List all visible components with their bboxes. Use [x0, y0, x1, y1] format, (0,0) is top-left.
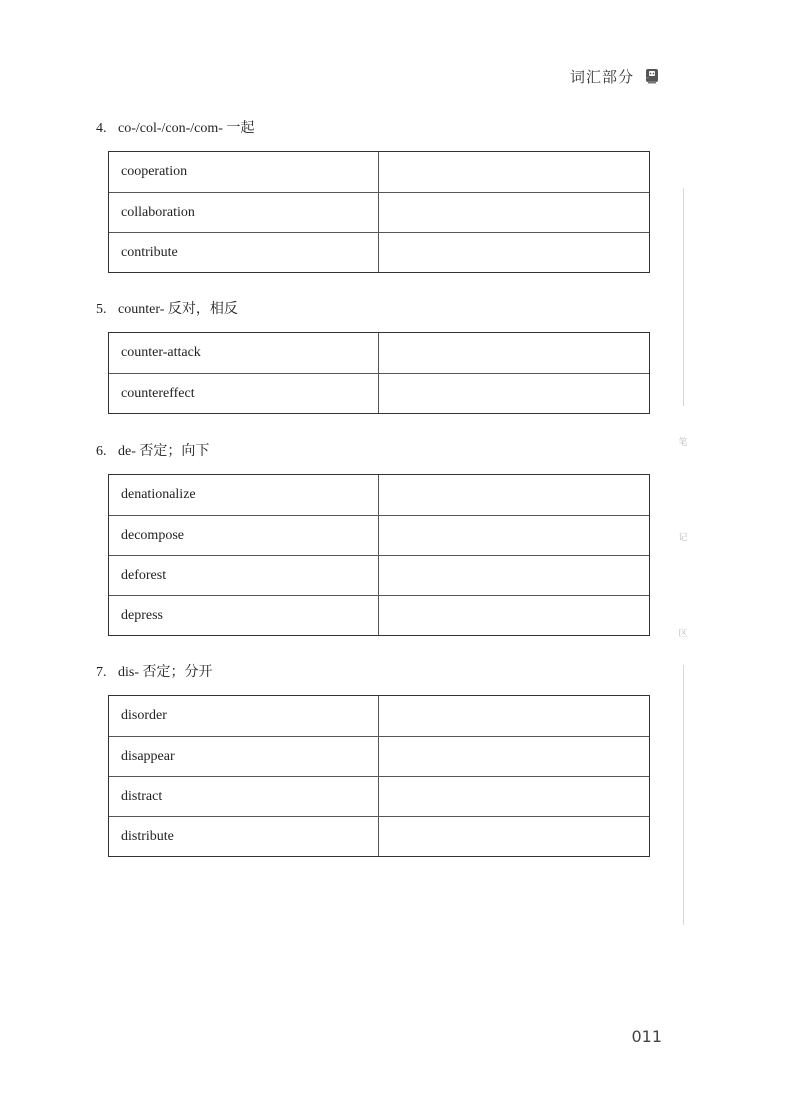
table-row: [109, 475, 649, 515]
word-cell: distract: [109, 777, 379, 816]
table-row: [109, 816, 649, 856]
word-cell: collaboration: [109, 193, 379, 232]
section-meaning: 否定；分开: [142, 664, 213, 680]
meaning-cell: [379, 737, 649, 776]
section-heading: [96, 298, 238, 318]
section-prefix: counter-: [118, 302, 165, 317]
table-row: [109, 333, 649, 373]
section-prefix: dis-: [118, 665, 139, 680]
vocab-table: [108, 151, 650, 273]
table-row: [109, 555, 649, 595]
meaning-cell: [379, 817, 649, 856]
section-meaning: 反对，相反: [167, 301, 238, 317]
vocab-table: [108, 695, 650, 857]
book-mascot-icon: [645, 67, 659, 90]
section-number: 4.: [96, 121, 107, 136]
section-meaning: 否定；向下: [139, 443, 210, 459]
word-cell: contribute: [109, 233, 379, 272]
meaning-cell: [379, 193, 649, 232]
notes-area-label: 记: [678, 533, 688, 543]
table-row: [109, 776, 649, 816]
meaning-cell: [379, 696, 649, 736]
word-cell: disorder: [109, 696, 379, 736]
table-row: [109, 736, 649, 776]
word-cell: cooperation: [109, 152, 379, 192]
meaning-cell: [379, 777, 649, 816]
vocab-table: [108, 332, 650, 414]
meaning-cell: [379, 516, 649, 555]
notes-area-label: 笔: [678, 438, 688, 448]
table-row: [109, 192, 649, 232]
word-cell: deforest: [109, 556, 379, 595]
meaning-cell: [379, 475, 649, 515]
meaning-cell: [379, 556, 649, 595]
table-row: [109, 696, 649, 736]
notes-area-label: 区: [678, 629, 688, 639]
table-row: [109, 232, 649, 272]
notes-divider-line: [683, 188, 684, 406]
table-row: [109, 595, 649, 635]
section-meaning: 一起: [226, 120, 255, 136]
section-heading: [96, 661, 213, 681]
table-row: [109, 515, 649, 555]
table-row: [109, 152, 649, 192]
word-cell: depress: [109, 596, 379, 635]
word-cell: disappear: [109, 737, 379, 776]
word-cell: countereffect: [109, 374, 379, 413]
word-cell: denationalize: [109, 475, 379, 515]
section-number: 5.: [96, 302, 107, 317]
word-cell: distribute: [109, 817, 379, 856]
word-cell: counter-attack: [109, 333, 379, 373]
meaning-cell: [379, 374, 649, 413]
page-number: 011: [631, 1027, 662, 1046]
meaning-cell: [379, 333, 649, 373]
section-number: 7.: [96, 665, 107, 680]
section-prefix: co-/col-/con-/com-: [118, 121, 223, 136]
section-heading: [96, 440, 209, 460]
word-cell: decompose: [109, 516, 379, 555]
meaning-cell: [379, 152, 649, 192]
page-header-title: 词汇部分: [569, 68, 634, 86]
section-prefix: de-: [118, 444, 136, 459]
section-number: 6.: [96, 444, 107, 459]
section-heading: [96, 117, 254, 137]
notes-divider-line: [683, 665, 684, 925]
meaning-cell: [379, 596, 649, 635]
meaning-cell: [379, 233, 649, 272]
table-row: [109, 373, 649, 413]
vocab-table: [108, 474, 650, 636]
